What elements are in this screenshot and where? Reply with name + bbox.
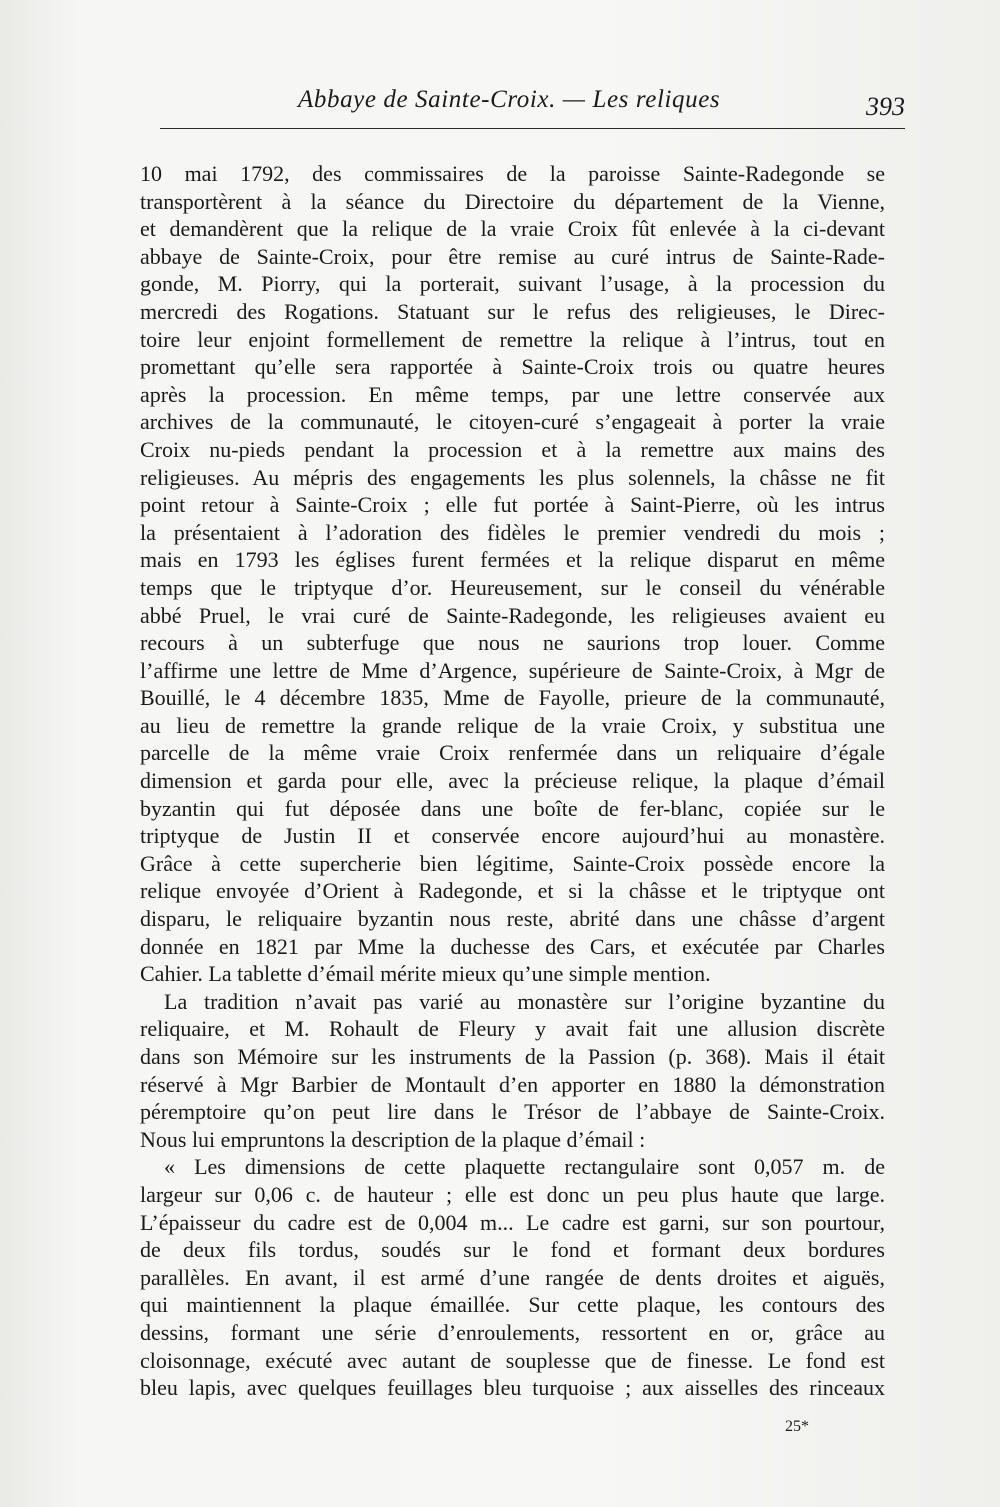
- text-line: de deux fils tordus, soudés sur le fond et formant deux bordures: [140, 1237, 885, 1263]
- text-line: point retour à Sainte-Croix ; elle fut portée à Saint-Pierre, où les intrus: [140, 492, 885, 518]
- text-line: L’épaisseur du cadre est de 0,004 m... Le cadre est garni, sur son pourtour,: [140, 1209, 885, 1235]
- text-line: relique envoyée d’Orient à Radegonde, et si la châsse et le triptyque ont: [140, 878, 885, 904]
- text-line: bleu lapis, avec quelques feuillages bleu turquoise ; aux aisselles des rinceaux: [140, 1375, 885, 1401]
- text-line: triptyque de Justin II et conservée encore aujourd’hui au monastère.: [140, 823, 885, 849]
- text-line: la présentaient à l’adoration des fidèles le premier vendredi du mois ;: [140, 519, 885, 545]
- text-line: La tradition n’avait pas varié au monastère sur l’origine byzantine du: [164, 988, 885, 1014]
- running-title: Abbaye de Sainte-Croix. — Les reliques: [298, 86, 721, 113]
- text-line: dimension et garda pour elle, avec la précieuse relique, la plaque d’émail: [140, 768, 885, 794]
- text-line: Croix nu-pieds pendant la procession et à la remettre aux mains des: [140, 436, 885, 462]
- text-line: 10 mai 1792, des commissaires de la paroisse Sainte-Radegonde se: [140, 161, 885, 186]
- text-line: religieuses. Au mépris des engagements les plus solennels, la châsse ne fit: [140, 464, 885, 490]
- signature-mark: 25*: [785, 1418, 809, 1435]
- page-number: 393: [866, 92, 905, 121]
- text-line: promettant qu’elle sera rapportée à Sainte-Croix trois ou quatre heures: [140, 354, 885, 380]
- text-line: cloisonnage, exécuté avec autant de souplesse que de finesse. Le fond est: [140, 1347, 885, 1373]
- text-line: abbaye de Sainte-Croix, pour être remise au curé intrus de Sainte-Rade-: [140, 243, 885, 269]
- text-line: qui maintiennent la plaque émaillée. Sur cette plaque, les contours des: [140, 1292, 885, 1318]
- text-line: parallèles. En avant, il est armé d’une rangée de dents droites et aiguës,: [140, 1264, 885, 1290]
- text-line: Grâce à cette supercherie bien légitime, Sainte-Croix possède encore la: [140, 850, 885, 876]
- text-line: disparu, le reliquaire byzantin nous reste, abrité dans une châsse d’argent: [140, 906, 885, 932]
- text-line: Nous lui empruntons la description de la plaque d’émail :: [140, 1126, 646, 1152]
- text-line: parcelle de la même vraie Croix renfermée dans un reliquaire d’égale: [140, 740, 885, 766]
- text-line: réservé à Mgr Barbier de Montault d’en apporter en 1880 la démonstration: [140, 1071, 885, 1097]
- text-line: dessins, formant une série d’enroulements, ressortent en or, grâce au: [140, 1319, 885, 1345]
- text-line: « Les dimensions de cette plaquette rectangulaire sont 0,057 m. de: [164, 1154, 885, 1180]
- text-line: mais en 1793 les églises furent fermées et la relique disparut en même: [140, 547, 885, 573]
- text-line: donnée en 1821 par Mme la duchesse des Cars, et exécutée par Charles: [140, 933, 885, 959]
- text-line: archives de la communauté, le citoyen-curé s’engageait à porter la vraie: [140, 409, 885, 435]
- body-text: [140, 160, 885, 1402]
- text-line: reliquaire, et M. Rohault de Fleury y avait fait une allusion discrète: [140, 1016, 885, 1042]
- text-line: gonde, M. Piorry, qui la porterait, suivant l’usage, à la procession du: [140, 271, 885, 297]
- text-line: péremptoire qu’on peut lire dans le Trésor de l’abbaye de Sainte-Croix.: [140, 1099, 885, 1125]
- text-line: Bouillé, le 4 décembre 1835, Mme de Fayolle, prieure de la communauté,: [140, 685, 885, 711]
- text-line: Cahier. La tablette d’émail mérite mieux qu’une simple mention.: [140, 961, 711, 987]
- text-line: au lieu de remettre la grande relique de la vraie Croix, y substitua une: [140, 712, 885, 738]
- text-line: recours à un subterfuge que nous ne saurions trop louer. Comme: [140, 630, 885, 656]
- text-line: transportèrent à la séance du Directoire du département de la Vienne,: [140, 188, 885, 214]
- text-line: après la procession. En même temps, par une lettre conservée aux: [140, 381, 885, 407]
- text-line: toire leur enjoint formellement de remettre la relique à l’intrus, tout en: [140, 326, 885, 352]
- text-line: abbé Pruel, le vrai curé de Sainte-Radegonde, les religieuses avaient eu: [140, 602, 885, 628]
- text-line: mercredi des Rogations. Statuant sur le refus des religieuses, le Direc-: [140, 298, 885, 324]
- page-header: [160, 78, 905, 138]
- text-line: temps que le triptyque d’or. Heureusement, sur le conseil du vénérable: [140, 574, 885, 600]
- text-line: et demandèrent que la relique de la vraie Croix fût enlevée à la ci-devant: [140, 216, 885, 242]
- text-line: l’affirme une lettre de Mme d’Argence, supérieure de Sainte-Croix, à Mgr de: [140, 657, 885, 683]
- text-line: byzantin qui fut déposée dans une boîte de fer-blanc, copiée sur le: [140, 795, 885, 821]
- header-rule: [160, 128, 905, 129]
- text-line: largeur sur 0,06 c. de hauteur ; elle est donc un peu plus haute que large.: [140, 1181, 885, 1207]
- text-line: dans son Mémoire sur les instruments de la Passion (p. 368). Mais il était: [140, 1044, 885, 1069]
